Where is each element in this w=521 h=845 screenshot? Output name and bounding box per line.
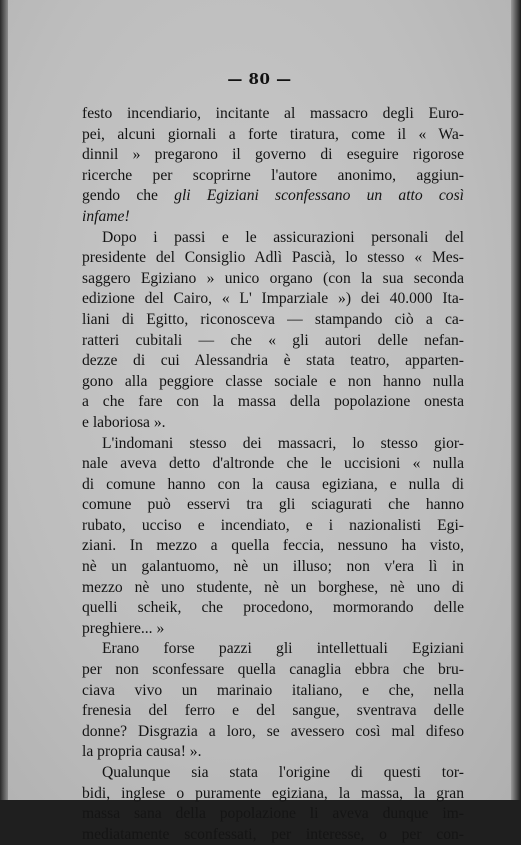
book-page bbox=[8, 0, 511, 843]
text-line: festo incendiario, incitante al massacro degli Euro- bbox=[82, 105, 464, 122]
text-line: ricerche per scoprirne l'autore anonimo, aggiun- bbox=[82, 166, 464, 184]
text-line bbox=[82, 186, 464, 207]
text-line: e laboriosa ». bbox=[82, 413, 166, 431]
text-line: comune può esservi tra gli sciagurati che hanno bbox=[82, 496, 464, 514]
text-line: liani di Egitto, riconosceva — stampando ciò a ca- bbox=[82, 310, 464, 328]
text-line: rubato, ucciso e incendiato, e i nazionalisti Egi- bbox=[82, 516, 464, 534]
text-line: ratteri cubitali — che « gli autori delle nefan- bbox=[82, 331, 464, 349]
text-line: L'indomani stesso dei massacri, lo stesso gior- bbox=[102, 434, 464, 452]
text-line: dinnil » pregarono il governo di eseguire rigorose bbox=[82, 146, 464, 164]
text-line: ziani. In mezzo a quella feccia, nessuno ha visto, bbox=[82, 537, 464, 555]
text-line-roman: gendo che bbox=[82, 187, 175, 205]
text-line: Erano forse pazzi gli intellettuali Egiziani bbox=[102, 640, 464, 658]
text-line: donne? Disgrazia a loro, se avessero così mal difeso bbox=[82, 722, 464, 740]
text-line: bidi, inglese o puramente egiziana, la massa, la gran bbox=[82, 784, 464, 802]
text-line: edizione del Cairo, « L' Imparziale ») dei 40.000 Ita- bbox=[82, 290, 464, 308]
text-line: quelli scheik, che procedono, mormorando delle bbox=[82, 599, 464, 617]
text-line: presidente del Consiglio Adlì Pascià, lo stesso « Mes- bbox=[82, 249, 464, 267]
text-line: la propria causa! ». bbox=[82, 743, 202, 761]
text-line-italic: gli Egiziani sconfessano un atto così bbox=[174, 187, 464, 205]
text-line: massa sana della popolazione li aveva dunque im- bbox=[82, 805, 464, 823]
text-line: Dopo i passi e le assicurazioni personali del bbox=[102, 228, 464, 246]
text-line: nè un galantuomo, nè un illuso; non v'era lì in bbox=[82, 558, 464, 576]
text-line: di comune hanno con la causa egiziana, e nulla di bbox=[82, 475, 464, 493]
body-text bbox=[82, 104, 464, 845]
text-line: mezzo nè uno studente, nè un borghese, nè uno di bbox=[82, 578, 464, 596]
text-line: a che fare con la massa della popolazione onesta bbox=[82, 393, 464, 411]
text-line: nale aveva detto d'altronde che le uccisioni « nulla bbox=[82, 455, 464, 473]
text-line: gono alla peggiore classe sociale e non hanno nulla bbox=[82, 372, 464, 390]
text-line: saggero Egiziano » unico organo (con la sua seconda bbox=[82, 269, 464, 287]
text-line: frenesia del ferro e del sangue, sventrava delle bbox=[82, 702, 464, 720]
text-line: pei, alcuni giornali a forte tiratura, come il « Wa- bbox=[82, 125, 464, 143]
text-line: mediatamente sconfessati, per interesse, o per con- bbox=[82, 825, 464, 843]
page-edge-left bbox=[0, 0, 8, 800]
text-line-italic: infame! bbox=[82, 207, 130, 225]
text-line: dezze di cui Alessandria è stata teatro, apparten- bbox=[82, 352, 464, 370]
text-line bbox=[82, 207, 464, 228]
page-number: — 80 — bbox=[227, 70, 292, 88]
text-line: Qualunque sia stata l'origine di questi tor- bbox=[102, 764, 464, 781]
text-line: per non sconfessare quella canaglia ebbra che bru- bbox=[82, 661, 464, 679]
page-edge-right bbox=[511, 0, 521, 800]
text-line: preghiere... » bbox=[82, 619, 165, 637]
text-line: ciava vivo un marinaio italiano, e che, nella bbox=[82, 681, 464, 699]
